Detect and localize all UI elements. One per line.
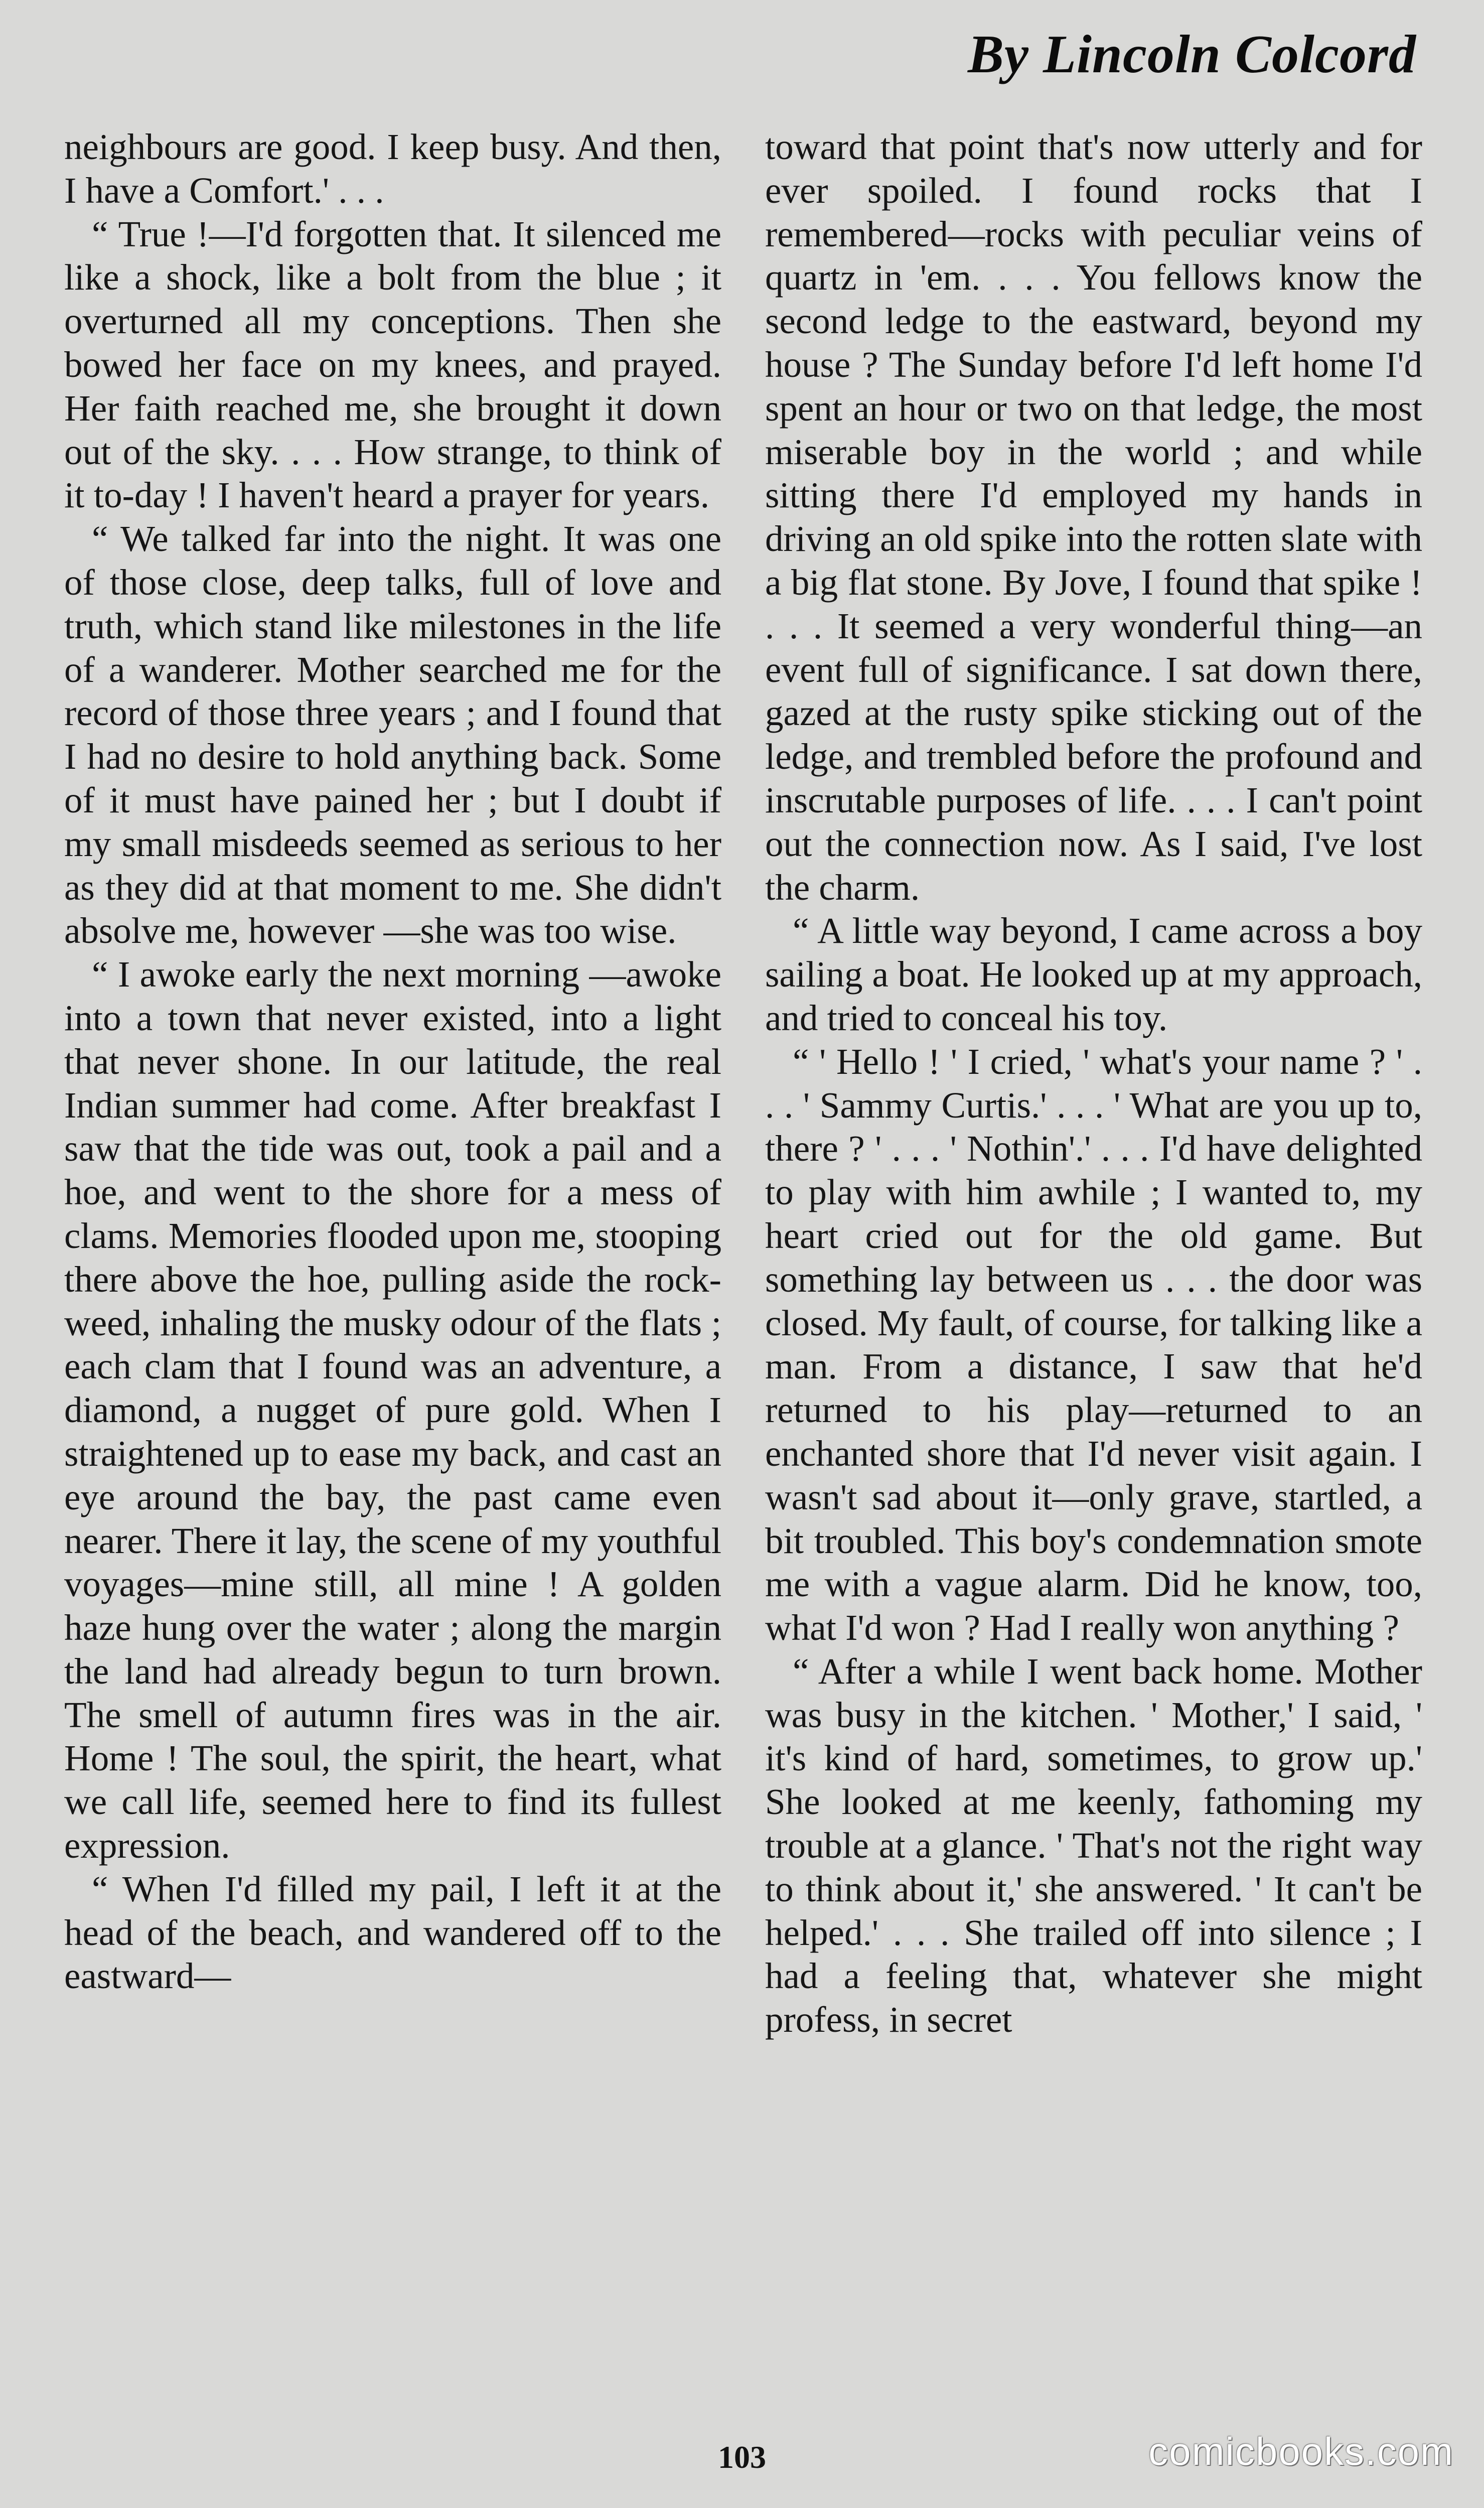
left-column — [64, 125, 721, 1998]
paragraph: “ We talked far into the night. It was one of those close, deep talks, full of love and truth, which stand like milestones in the life of a wanderer. Mother searched me for the record of those three years ; and I found that I had no desire to hold anything back. Some of it must have pained her ; but I doubt if my small misdeeds seemed as serious to her as they did at that moment to me. She didn't absolve me, however —she was too wise. — [64, 518, 721, 951]
paragraph: “ When I'd filled my pail, I left it at the head of the beach, and wandered off to the eastward— — [64, 1868, 721, 1997]
page-number: 103 — [718, 2439, 766, 2475]
paragraph: “ ' Hello ! ' I cried, ' what's your name ? ' . . . ' Sammy Curtis.' . . . ' What are you up to, there ? ' . . . ' Nothin'.' . . . I'd have delighted to play with him awhile ; I wanted to, my heart cried out for the old game. But something lay between us . . . the door was closed. My fault, of course, for talking like a man. From a distance, I saw that he'd returned to his play—returned to an enchanted shore that I'd never visit again. I wasn't sad about it—only grave, startled, a bit troubled. This boy's condemnation smote me with a vague alarm. Did he know, too, what I'd won ? Had I really won anything ? — [765, 1041, 1422, 1648]
paragraph: “ A little way beyond, I came across a boy sailing a boat. He looked up at my approach, and tried to conceal his toy. — [765, 910, 1422, 1038]
paragraph: “ True !—I'd forgotten that. It silenced me like a shock, like a bolt from the blue ; it overturned all my conceptions. Then she bowed her face on my knees, and prayed. Her faith reached me, she brought it down out of the sky. . . . How strange, to think of it to-day ! I haven't heard a prayer for years. — [64, 213, 721, 516]
paragraph: “ I awoke early the next morning —awoke into a town that never existed, into a light that never shone. In our latitude, the real Indian summer had come. After breakfast I saw that the tide was out, took a pail and a hoe, and went to the shore for a mess of clams. Memories flooded upon me, stooping there above the hoe, pulling aside the rock-weed, inhaling the musky odour of the flats ; each clam that I found was an adventure, a diamond, a nugget of pure gold. When I straightened up to ease my back, and cast an eye around the bay, the past came even nearer. There it lay, the scene of my youthful voyages—mine still, all mine ! A golden haze hung over the water ; along the margin the land had already begun to turn brown. The smell of autumn fires was in the air. Home ! The soul, the spirit, the heart, what we call life, seemed here to find its fullest expression. — [64, 954, 721, 1866]
paragraph: toward that point that's now utterly and for ever spoiled. I found rocks that I remembered—rocks with peculiar veins of quartz in 'em. . . . You fellows know the second ledge to the eastward, beyond my house ? The Sunday before I'd left home I'd spent an hour or two on that ledge, the most miserable boy in the world ; and while sitting there I'd employed my hands in driving an old spike into the rotten slate with a big flat stone. By Jove, I found that spike ! . . . It seemed a very wonderful thing—an event full of significance. I sat down there, gazed at the rusty spike sticking out of the ledge, and trembled before the profound and inscrutable purposes of life. . . . I can't point out the connection now. As I said, I've lost the charm. — [765, 126, 1422, 908]
paragraph: neighbours are good. I keep busy. And then, I have a Comfort.' . . . — [64, 126, 721, 211]
author-byline: By Lincoln Colcord — [967, 25, 1416, 84]
paragraph: “ After a while I went back home. Mother was busy in the kitchen. ' Mother,' I said, ' it's kind of hard, sometimes, to grow up.' She looked at me keenly, fathoming my trouble at a glance. ' That's not the right way to think about it,' she answered. ' It can't be helped.' . . . She trailed off into silence ; I had a feeling that, whatever she might profess, in secret — [765, 1650, 1422, 2040]
right-column — [765, 125, 1422, 2042]
site-watermark: comicbooks.com — [1148, 2429, 1454, 2473]
